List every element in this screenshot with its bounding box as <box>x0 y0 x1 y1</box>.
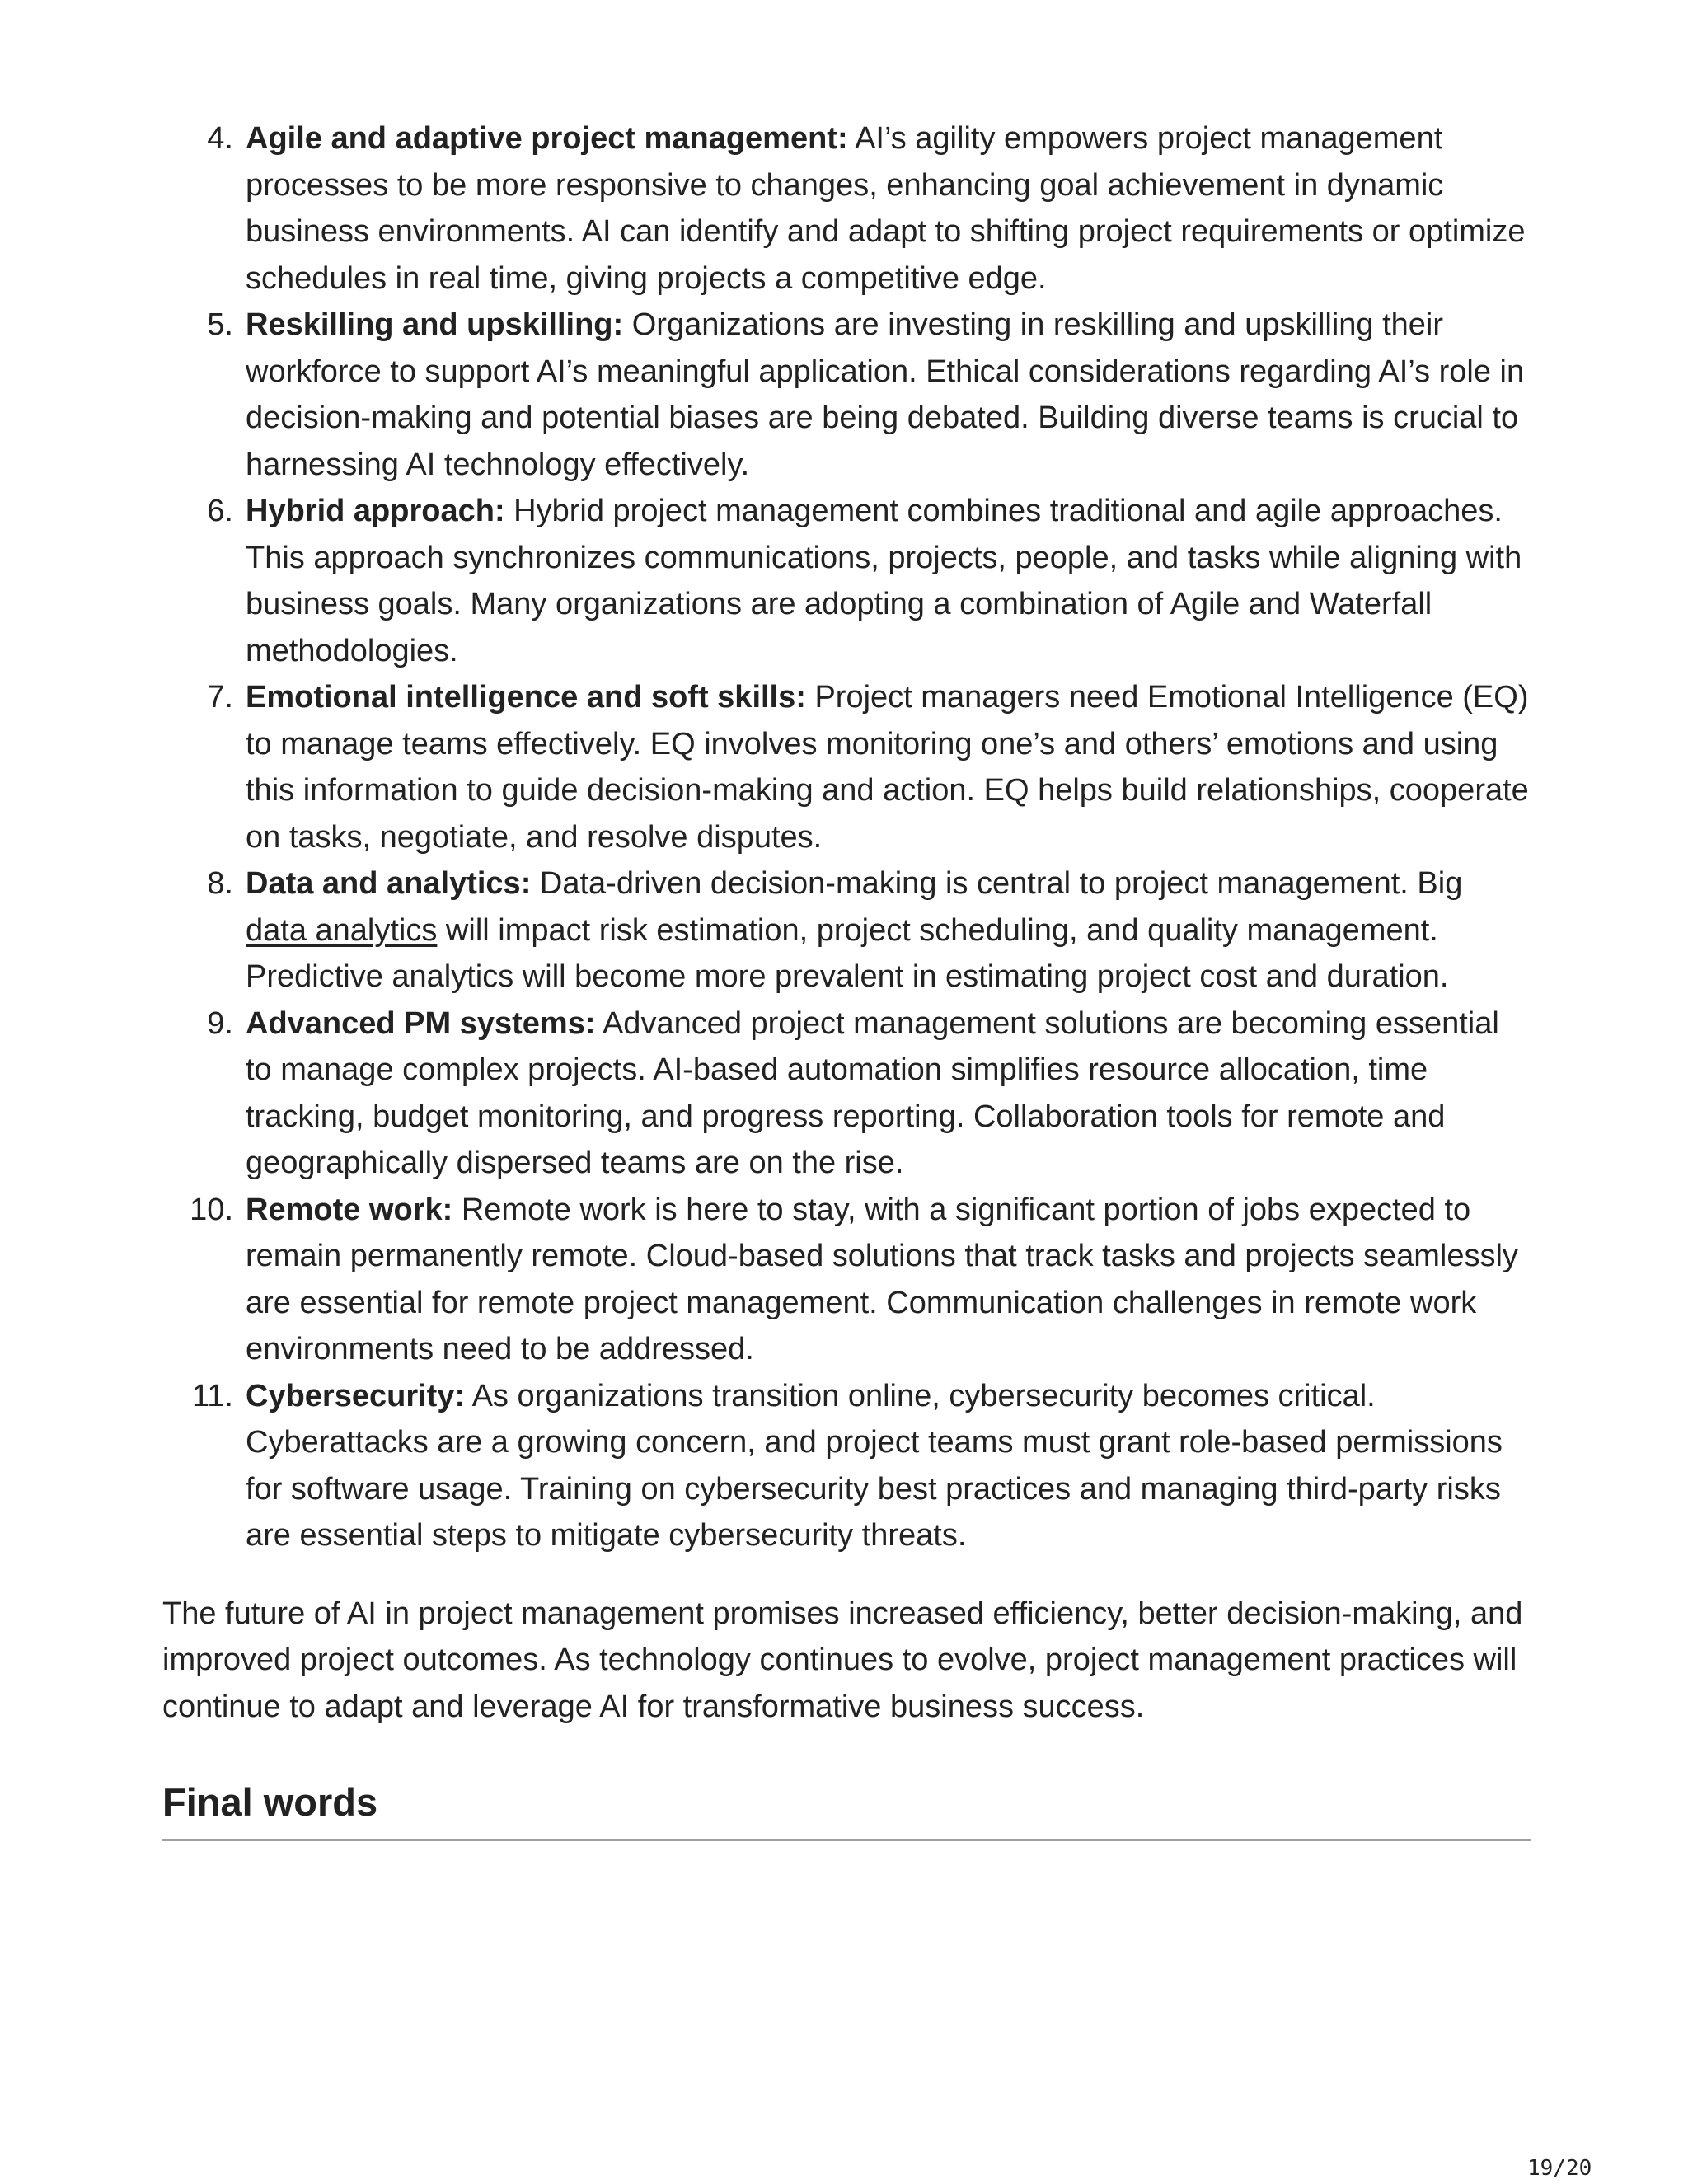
list-item-number: 8. <box>207 866 233 901</box>
list-item <box>207 860 1531 1001</box>
list-item <box>207 1001 1531 1187</box>
list-item-title: Agile and adaptive project management: <box>246 121 848 156</box>
list-item-number: 5. <box>207 307 233 342</box>
list-item-text: Remote work is here to stay, with a significant portion of jobs expected to remain permanently remote. Cloud-based solutions that track tasks and projects seamlessly are essential for remote project management. Communication challenges in remote work environments need to be addressed. <box>246 1192 1518 1366</box>
list-item-text: will impact risk estimation, project scheduling, and quality management. Predictive analytics will become more prevalent in estimating project cost and duration. <box>246 912 1449 994</box>
list-item-title: Hybrid approach: <box>246 494 505 528</box>
list-item-number: 9. <box>207 1005 233 1041</box>
data-analytics-link[interactable]: data analytics <box>246 912 438 948</box>
page-number: 19/20 <box>1527 2156 1592 2181</box>
conclusion-paragraph: The future of AI in project management promises increased efficiency, better decision-making, and improved project outcomes. As technology continues to evolve, project management practices will continue to adapt and leverage AI for transformative business success. <box>162 1596 1523 1724</box>
list-item-number: 4. <box>207 121 233 156</box>
list-item-number: 6. <box>207 494 233 528</box>
list-item-number: 11. <box>191 1378 233 1413</box>
article-content <box>162 115 1531 1841</box>
list-item-number: 10. <box>190 1192 233 1227</box>
list-item-text: As organizations transition online, cybersecurity becomes critical. Cyberattacks are a growing concern, and project teams must grant role-based permissions for software usage. Training on cybersecurity best practices and managing third-party risks are essential steps to mitigate cybersecurity threats. <box>246 1378 1503 1553</box>
list-item <box>207 488 1531 674</box>
list-item-text: Organizations are investing in reskilling and upskilling their workforce to support AI’s meaningful application. Ethical considerations regarding AI’s role in decision-making and potential biases are being debated. Building diverse teams is crucial to harnessing AI technology effectively. <box>246 307 1525 482</box>
trend-list <box>162 115 1531 1559</box>
list-item <box>207 115 1531 302</box>
list-item-text: AI’s agility empowers project management processes to be more responsive to changes, enhancing goal achievement in dynamic business environments. AI can identify and adapt to shifting project requirements or optimize schedules in real time, giving projects a competitive edge. <box>246 121 1526 296</box>
list-item-text: Project managers need Emotional Intelligence (EQ) to manage teams effectively. EQ involves monitoring one’s and others’ emotions and using this information to guide decision-making and action. EQ helps build relationships, cooperate on tasks, negotiate, and resolve disputes. <box>246 680 1529 855</box>
list-item <box>191 1373 1531 1559</box>
list-item <box>207 302 1531 488</box>
list-item-text: Data-driven decision-making is central to project management. Big <box>531 866 1463 901</box>
list-item-title: Advanced PM systems: <box>246 1005 596 1041</box>
list-item <box>207 674 1531 860</box>
list-item-title: Data and analytics: <box>246 866 532 901</box>
list-item-number: 7. <box>207 680 233 715</box>
section-heading: Final words <box>162 1778 1531 1841</box>
list-item-title: Remote work: <box>246 1192 453 1227</box>
list-item-title: Reskilling and upskilling: <box>246 307 624 342</box>
list-item <box>190 1187 1531 1373</box>
list-item-text: Hybrid project management combines traditional and agile approaches. This approach synchronizes communications, projects, people, and tasks while aligning with business goals. Many organizations are adopting a combination of Agile and Waterfall methodologies. <box>246 494 1522 668</box>
list-item-title: Emotional intelligence and soft skills: <box>246 680 806 715</box>
list-item-title: Cybersecurity: <box>246 1378 466 1413</box>
list-item-text: Advanced project management solutions are becoming essential to manage complex projects. AI-based automation simplifies resource allocation, time tracking, budget monitoring, and progress reporting. Collaboration tools for remote and geographically dispersed teams are on the rise. <box>246 1005 1499 1180</box>
